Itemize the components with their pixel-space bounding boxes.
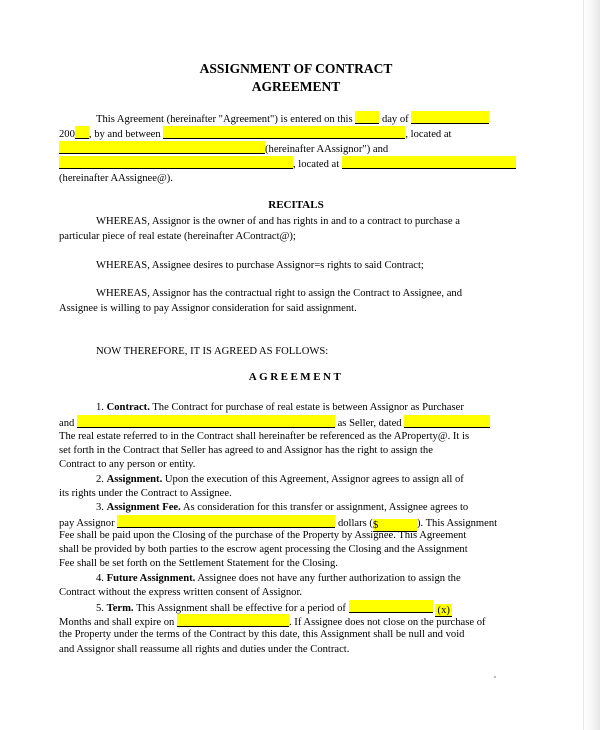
section-title: Assignment Fee. [106,502,181,513]
month-field[interactable] [411,111,489,124]
section-3-line-1 [96,501,468,514]
section-title: Assignment. [106,474,163,485]
intro-text: (hereinafter AAssignor") and [265,144,389,155]
intro-text: 200 [59,129,75,140]
section-5-line-3: the Property under the terms of the Contract by this date, this Assignment shall be null and void [59,629,465,640]
section-title: Contract. [106,402,150,413]
assignee-address-field[interactable] [342,156,516,169]
intro-text: day of [381,114,409,125]
now-therefore: NOW THEREFORE, IT IS AGREED AS FOLLOWS: [96,346,329,357]
section-title: Future Assignment. [106,573,196,584]
section-number: 4. [96,573,104,584]
document-title-line-1: ASSIGNMENT OF CONTRACT [199,61,393,76]
term-x-label: (x) [437,605,450,616]
section-title: Term. [106,603,134,614]
section-3-line-3: Fee shall be paid upon the Closing of the purchase of the Property by Assignee. This Agreement [59,530,467,541]
section-text: dollars ( [337,518,373,529]
section-number: 5. [96,603,104,614]
assignee-name-field[interactable] [59,156,293,169]
recital-3-line-1: WHEREAS, Assignor has the contractual right to assign the Contract to Assignee, and [96,288,463,299]
term-months-field[interactable] [349,600,433,613]
section-text: . If Assignee does not close on the purchase of [289,617,486,628]
page-speck [494,676,496,678]
section-number: 2. [96,474,104,485]
intro-text: , located at [405,129,452,140]
page-edge-shadow [583,0,600,730]
intro-line-5: (hereinafter AAssignee@). [59,173,173,184]
intro-line-1 [96,111,489,126]
recital-1-line-1: WHEREAS, Assignor is the owner of and has rights in and to a contract to purchase a [96,216,460,227]
agreement-heading: AGREEMENT [248,371,344,383]
section-text: Assignee does not have any further authorization to assign the [197,573,461,584]
recital-1-line-2: particular piece of real estate (hereinafter AContract@); [59,231,296,242]
expiry-date-field[interactable] [177,614,289,627]
fee-words-field[interactable] [117,515,335,528]
section-text: as Seller, dated [337,418,402,429]
assignor-name-field[interactable] [163,126,405,139]
assignor-address-field[interactable] [59,141,265,154]
section-4-line-2: Contract without the express written consent of Assignor. [59,587,303,598]
year-field[interactable] [75,126,89,139]
section-text: ). This Assignment [416,518,498,529]
recitals-heading: RECITALS [268,199,324,211]
intro-text: , located at [293,159,340,170]
contract-date-field[interactable] [404,415,490,428]
section-text: As consideration for this transfer or assignment, Assignee agrees to [182,502,469,513]
intro-line-2 [59,126,452,141]
recital-3-line-2: Assignee is willing to pay Assignor consideration for said assignment. [59,303,357,314]
section-1-line-2 [59,415,490,430]
intro-text: This Agreement (hereinafter "Agreement") is entered on this [96,114,353,125]
section-1-line-1 [96,401,464,414]
section-text: Upon the execution of this Agreement, Assignor agrees to assign all of [164,474,464,485]
recital-2: WHEREAS, Assignee desires to purchase Assignor=s rights to said Contract; [96,260,424,271]
dollar-sign: $ [372,520,379,531]
section-number: 1. [96,402,104,413]
intro-line-4 [59,156,516,171]
intro-line-3 [59,141,388,156]
section-3-line-5: Fee shall be set forth on the Settlement Statement for the Closing. [59,558,338,569]
section-text: Months and shall expire on [59,617,175,628]
section-1-line-5: Contract to any person or entity. [59,459,196,470]
section-2-line-2: its rights under the Contract to Assignee. [59,488,232,499]
section-text: pay Assignor [59,518,115,529]
section-1-line-4: set forth in the Contract that Seller has agreed to and Assignor has the right to assign the [59,445,433,456]
section-text: The Contract for purchase of real estate is between Assignor as Purchaser [152,402,464,413]
intro-text: , by and between [88,129,161,140]
section-3-line-4: shall be provided by both parties to the escrow agent processing the Closing and the Assignment [59,544,468,555]
day-field[interactable] [355,111,379,124]
section-number: 3. [96,502,104,513]
section-text: and [59,418,75,429]
section-5-line-4: and Assignor shall reassume all rights and duties under the Contract. [59,644,350,655]
section-1-line-3: The real estate referred to in the Contract shall hereinafter be referenced as the AProperty@. It is [59,431,470,442]
document-title-line-2: AGREEMENT [251,79,341,94]
section-4-line-1 [96,572,461,585]
section-text: This Assignment shall be effective for a period of [136,603,346,614]
section-5-line-2 [59,614,486,629]
section-2-line-1 [96,473,464,486]
seller-name-field[interactable] [77,415,335,428]
